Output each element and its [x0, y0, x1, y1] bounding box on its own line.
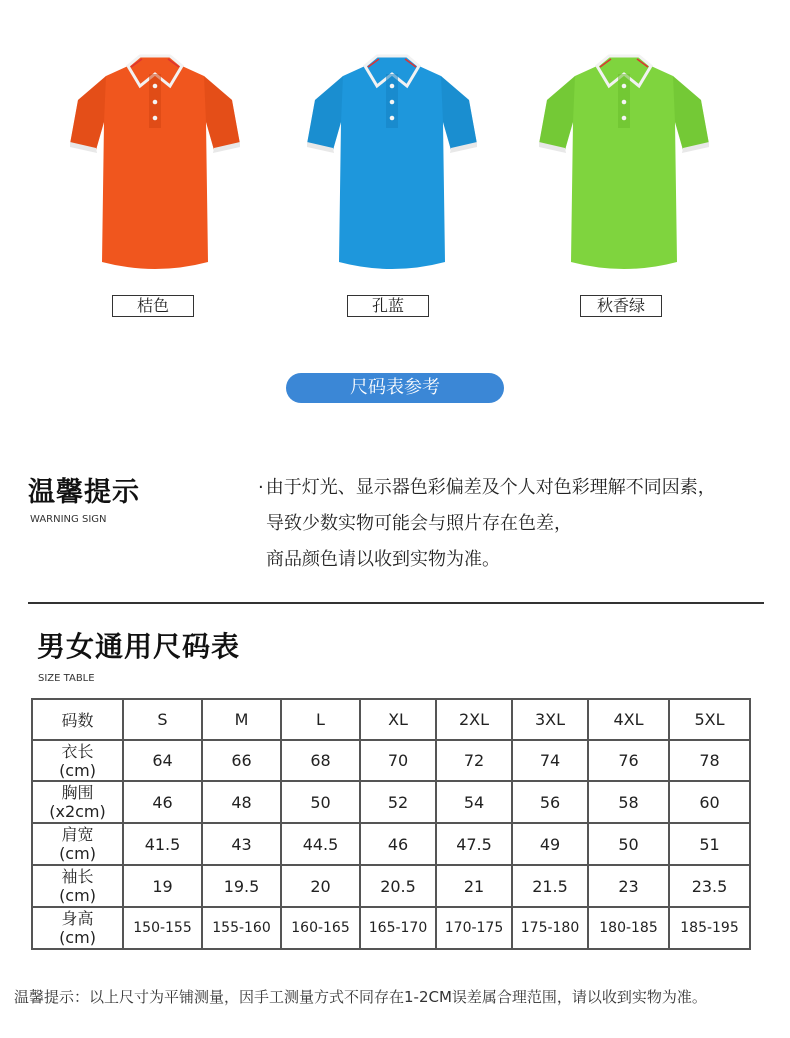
- header-cell: S: [123, 699, 202, 740]
- warning-line: 商品颜色请以收到实物为准。: [266, 549, 500, 570]
- table-cell: 48: [202, 781, 281, 823]
- polo-shirt-icon: [303, 52, 481, 282]
- table-cell: 160-165: [281, 907, 360, 949]
- table-cell: 51: [669, 823, 750, 865]
- section-divider: [28, 602, 764, 604]
- row-label-unit: (cm): [59, 760, 96, 780]
- table-cell: 58: [588, 781, 669, 823]
- table-cell: 19: [123, 865, 202, 907]
- row-label-name: 袖长: [61, 867, 94, 886]
- table-cell: 68: [281, 740, 360, 781]
- row-label: [32, 781, 123, 823]
- table-cell: 46: [360, 823, 436, 865]
- table-cell: 56: [512, 781, 588, 823]
- warning-title: 温馨提示: [28, 477, 140, 508]
- warning-line: 导致少数实物可能会与照片存在色差，: [266, 513, 572, 534]
- table-cell: 43: [202, 823, 281, 865]
- row-label-unit: (cm): [59, 886, 96, 905]
- size-reference-banner: 尺码表参考: [286, 373, 504, 403]
- row-label-unit: (cm): [59, 928, 96, 947]
- table-cell: 41.5: [123, 823, 202, 865]
- row-label-name: 肩宽: [61, 825, 94, 844]
- table-cell: 23.5: [669, 865, 750, 907]
- product-colors: [0, 0, 790, 330]
- table-row: [32, 907, 750, 949]
- table-row: [32, 823, 750, 865]
- row-label-unit: (x2cm): [49, 802, 106, 821]
- header-cell: XL: [360, 699, 436, 740]
- table-row: [32, 781, 750, 823]
- polo-shirt-green-image: [535, 52, 713, 282]
- size-table-subtitle: SIZE TABLE: [38, 673, 95, 684]
- table-cell: 180-185: [588, 907, 669, 949]
- table-cell: 66: [202, 740, 281, 781]
- table-cell: 70: [360, 740, 436, 781]
- table-cell: 54: [436, 781, 512, 823]
- table-cell: 74: [512, 740, 588, 781]
- table-cell: 76: [588, 740, 669, 781]
- color-label-green: 秋香绿: [580, 295, 662, 317]
- table-header-row: [32, 699, 750, 740]
- table-cell: 50: [281, 781, 360, 823]
- table-cell: 64: [123, 740, 202, 781]
- table-cell: 20: [281, 865, 360, 907]
- warning-subtitle: WARNING SIGN: [30, 514, 107, 525]
- table-cell: 52: [360, 781, 436, 823]
- header-cell: 3XL: [512, 699, 588, 740]
- table-cell: 44.5: [281, 823, 360, 865]
- table-row: [32, 865, 750, 907]
- bullet: ·: [258, 477, 264, 498]
- row-label: [32, 907, 123, 949]
- table-cell: 23: [588, 865, 669, 907]
- table-cell: 170-175: [436, 907, 512, 949]
- table-cell: 46: [123, 781, 202, 823]
- size-table-title: 男女通用尺码表: [37, 630, 241, 663]
- row-label-unit: (cm): [59, 844, 96, 863]
- table-cell: 155-160: [202, 907, 281, 949]
- table-cell: 72: [436, 740, 512, 781]
- polo-shirt-icon: [535, 52, 713, 282]
- table-cell: 21.5: [512, 865, 588, 907]
- table-cell: 50: [588, 823, 669, 865]
- header-cell: L: [281, 699, 360, 740]
- warning-text: [258, 470, 716, 578]
- header-cell: 码数: [32, 699, 123, 740]
- color-label-orange: 桔色: [112, 295, 194, 317]
- table-cell: 175-180: [512, 907, 588, 949]
- polo-shirt-orange-image: [66, 52, 244, 282]
- table-cell: 49: [512, 823, 588, 865]
- polo-shirt-icon: [66, 52, 244, 282]
- header-cell: 4XL: [588, 699, 669, 740]
- table-cell: 165-170: [360, 907, 436, 949]
- header-cell: 5XL: [669, 699, 750, 740]
- header-cell: M: [202, 699, 281, 740]
- header-cell: 2XL: [436, 699, 512, 740]
- row-label-name: 衣长: [61, 741, 94, 761]
- table-cell: 150-155: [123, 907, 202, 949]
- table-cell: 19.5: [202, 865, 281, 907]
- row-label: [32, 823, 123, 865]
- table-cell: 21: [436, 865, 512, 907]
- size-table: [31, 698, 751, 950]
- table-cell: 20.5: [360, 865, 436, 907]
- color-label-blue: 孔蓝: [347, 295, 429, 317]
- table-cell: 185-195: [669, 907, 750, 949]
- row-label: [32, 740, 123, 781]
- row-label-name: 胸围: [61, 783, 94, 802]
- polo-shirt-blue-image: [303, 52, 481, 282]
- table-cell: 47.5: [436, 823, 512, 865]
- table-row: [32, 740, 750, 781]
- table-cell: 78: [669, 740, 750, 781]
- footnote: 温馨提示：以上尺寸为平铺测量，因手工测量方式不同存在1-2CM误差属合理范围，请以收到实物为准。: [14, 988, 707, 1006]
- warning-line: · 由于灯光、显示器色彩偏差及个人对色彩理解不同因素，: [258, 477, 716, 498]
- table-cell: 60: [669, 781, 750, 823]
- row-label-name: 身高: [61, 909, 94, 928]
- row-label: [32, 865, 123, 907]
